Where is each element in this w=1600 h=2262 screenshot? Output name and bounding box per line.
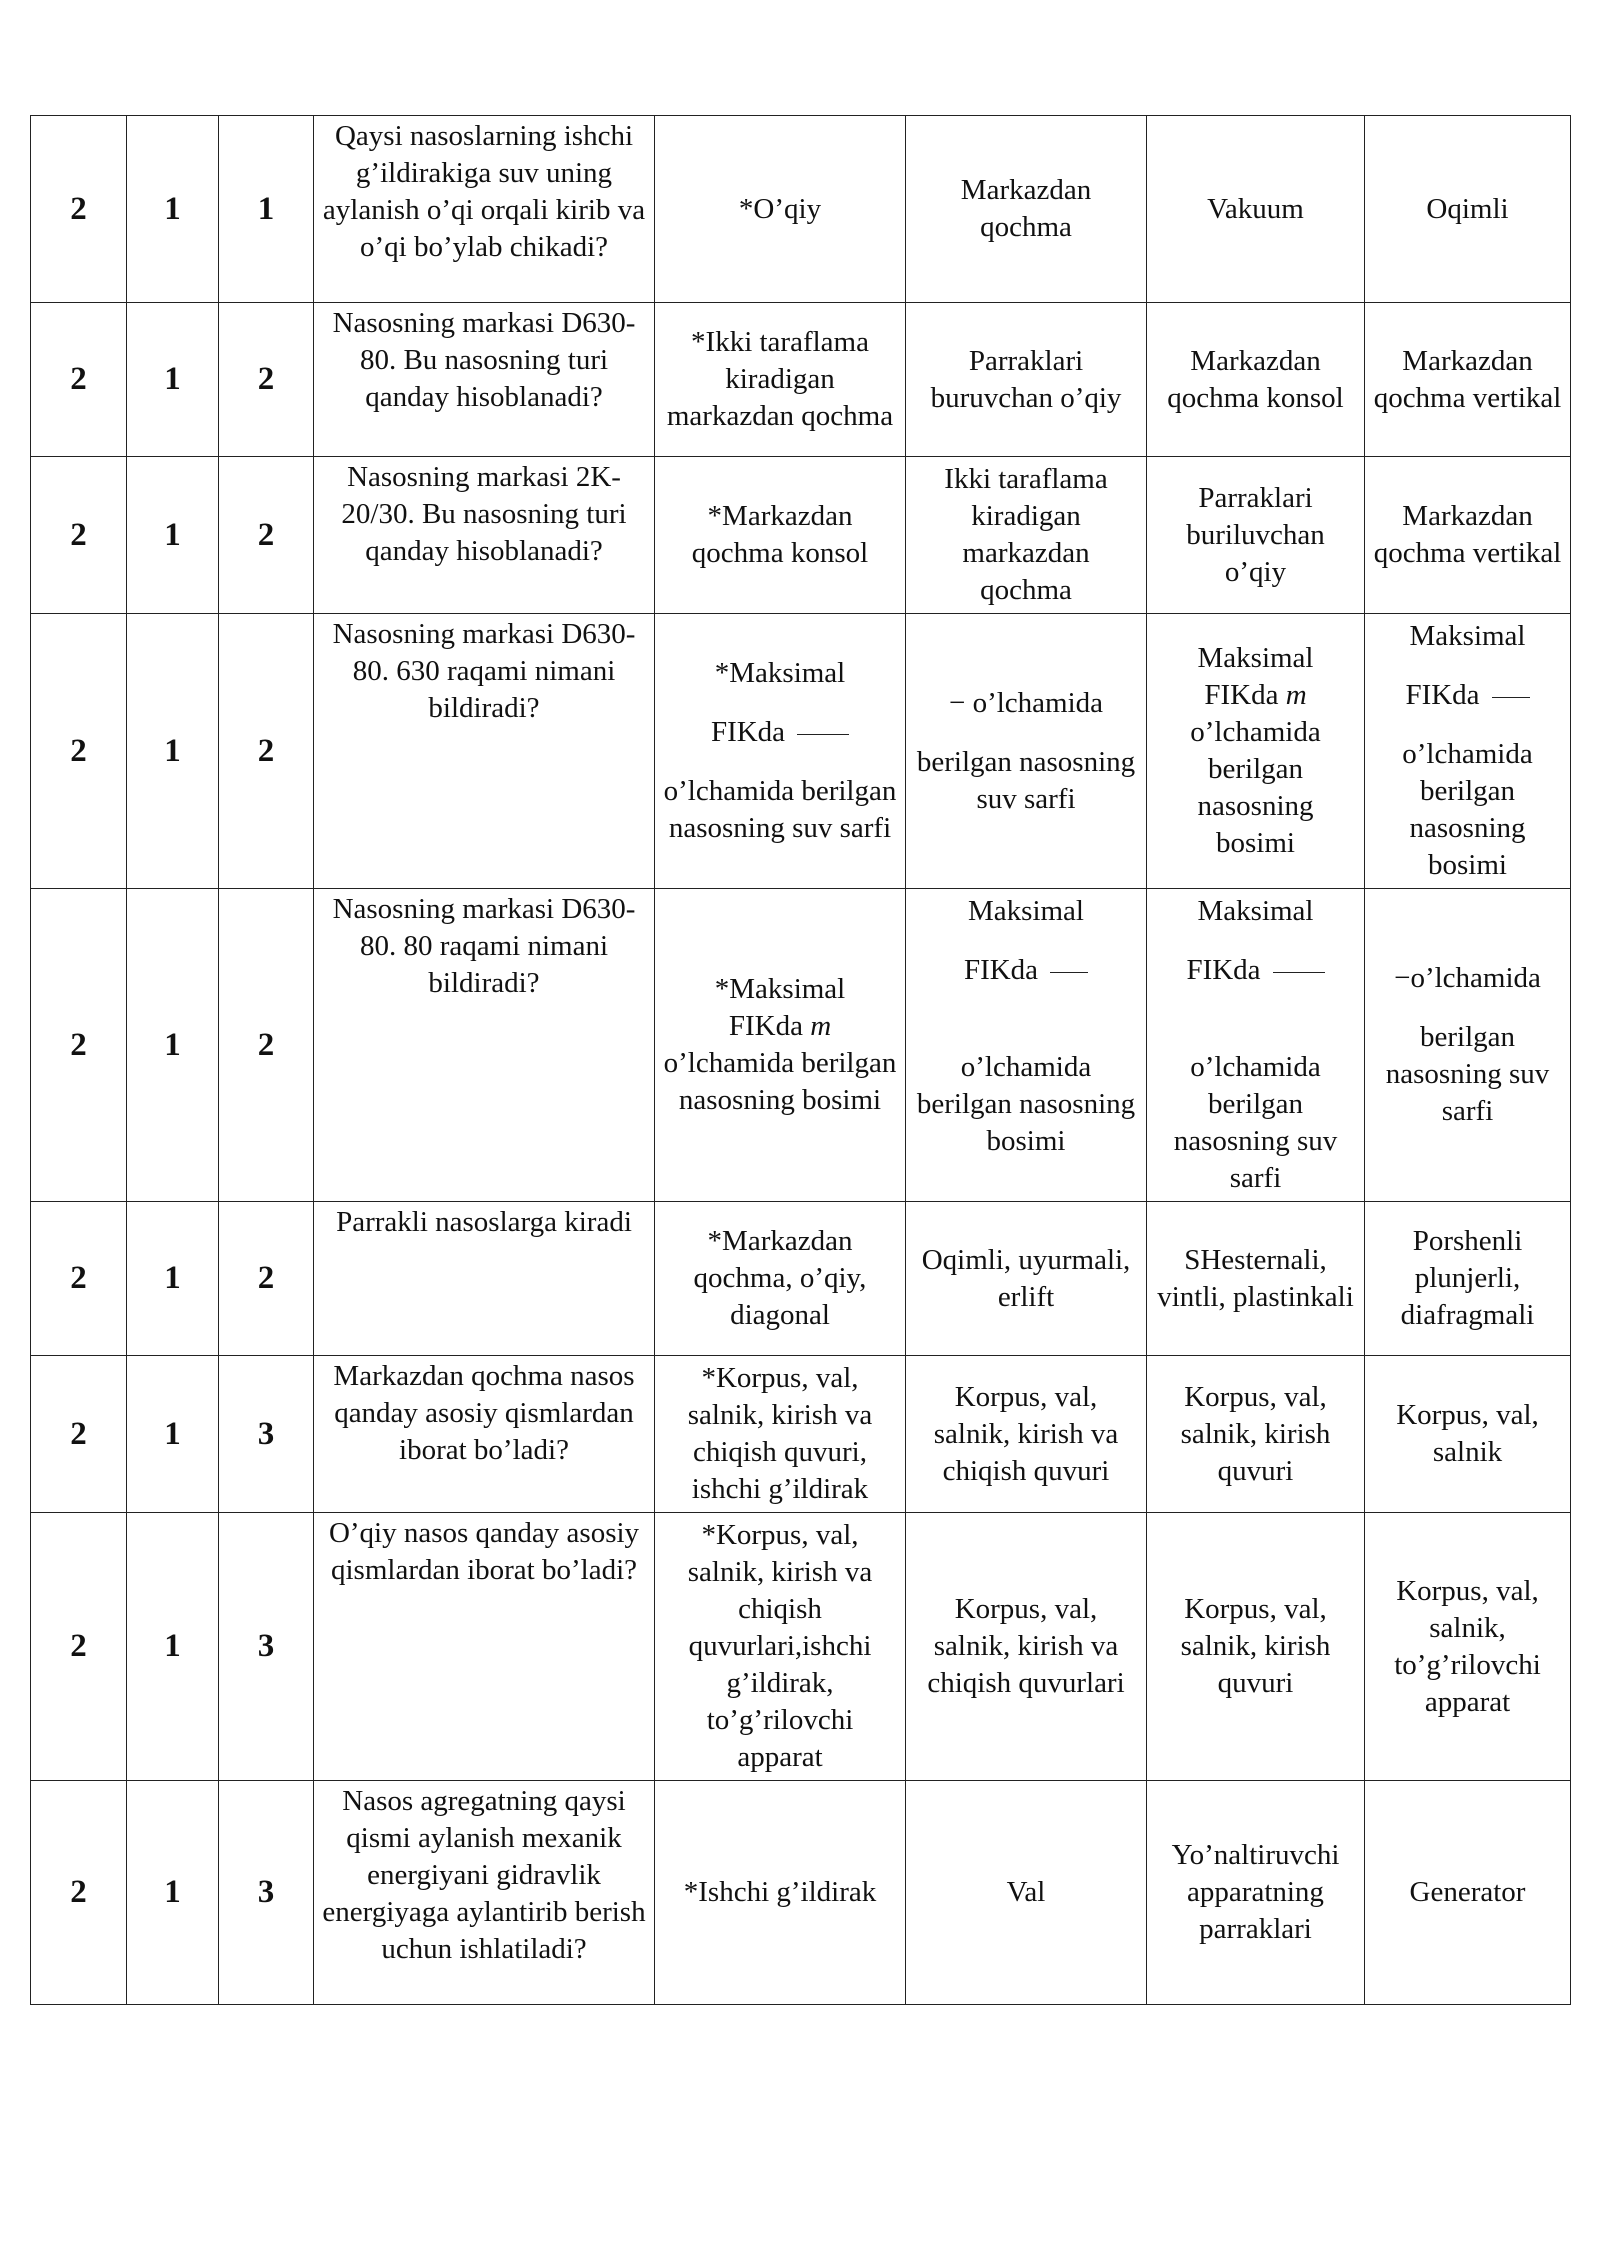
answer-line: − o’lchamida [948, 686, 1104, 719]
table-row [31, 1781, 1571, 2005]
cell-section: 1 [127, 116, 219, 303]
cell-question: Nasosning markasi 2K-20/30. Bu nasosning turi qanday hisoblanadi? [314, 457, 655, 614]
cell-level: 2 [31, 614, 127, 889]
answer-line: o’lchamida berilgan nasosning suv sarfi [1173, 1051, 1338, 1194]
cell-level: 2 [31, 303, 127, 457]
cell-level: 2 [31, 1513, 127, 1781]
table-row [31, 116, 1571, 303]
cell-level: 2 [31, 457, 127, 614]
answer-line: berilgan nasosning suv sarfi [916, 745, 1136, 815]
cell-level: 2 [31, 889, 127, 1202]
questions-table [30, 115, 1571, 2005]
cell-question: O’qiy nasos qanday asosiy qismlardan iborat bo’ladi? [314, 1513, 655, 1781]
cell-answer-c: Korpus, val, salnik, kirish quvuri [1147, 1513, 1365, 1781]
answer-formula-line [1155, 677, 1356, 714]
cell-section: 1 [127, 1356, 219, 1513]
cell-answer-c [1147, 614, 1365, 889]
cell-correct-answer: *O’qiy [655, 116, 906, 303]
answer-line: FIKda [1405, 679, 1480, 711]
answer-line: Maksimal [1409, 620, 1526, 652]
fraction-bar [1273, 972, 1325, 973]
cell-section: 1 [127, 1781, 219, 2005]
cell-level: 2 [31, 1202, 127, 1356]
cell-answer-d: Generator [1365, 1781, 1571, 2005]
cell-question: Qaysi nasoslarning ishchi g’ildirakiga suv uning aylanish o’qi orqali kirib va o’qi bo’ylab chikadi? [314, 116, 655, 303]
answer-line: o’lchamida berilgan nasosning bosimi [1402, 738, 1533, 881]
answer-line: o’lchamida berilgan nasosning bosimi [663, 1047, 897, 1116]
table-row [31, 1513, 1571, 1781]
cell-question: Nasosning markasi D630-80. 80 raqami nimani bildiradi? [314, 889, 655, 1202]
cell-answer-d: Markazdan qochma vertikal [1365, 457, 1571, 614]
cell-difficulty: 3 [219, 1513, 314, 1781]
answer-formula-line [1373, 677, 1562, 714]
cell-difficulty: 2 [219, 303, 314, 457]
answer-line: *Maksimal [714, 973, 846, 1005]
unit-symbol: m [810, 1010, 832, 1042]
cell-correct-answer: *Korpus, val, salnik, kirish va chiqish quvuri, ishchi g’ildirak [655, 1356, 906, 1513]
table-row [31, 1356, 1571, 1513]
answer-line: Maksimal [1197, 895, 1314, 927]
cell-answer-b: Korpus, val, salnik, kirish va chiqish quvurlari [906, 1513, 1147, 1781]
cell-difficulty: 2 [219, 457, 314, 614]
answer-line: −o’lchamida [1394, 962, 1541, 994]
fraction-bar [1492, 697, 1530, 698]
cell-level: 2 [31, 1356, 127, 1513]
cell-difficulty: 2 [219, 889, 314, 1202]
cell-answer-c: Parraklari buriluvchan o’qiy [1147, 457, 1365, 614]
answer-line: FIKda [1186, 954, 1261, 986]
answer-formula-line [663, 1008, 897, 1045]
table-row [31, 1202, 1571, 1356]
cell-answer-c [1147, 889, 1365, 1202]
answer-line: Maksimal [1197, 642, 1314, 674]
cell-section: 1 [127, 457, 219, 614]
cell-answer-c: SHesternali, vintli, plastinkali [1147, 1202, 1365, 1356]
cell-answer-c: Markazdan qochma konsol [1147, 303, 1365, 457]
cell-question: Markazdan qochma nasos qanday asosiy qismlardan iborat bo’ladi? [314, 1356, 655, 1513]
table-row [31, 614, 1571, 889]
cell-question: Nasosning markasi D630-80. Bu nasosning turi qanday hisoblanadi? [314, 303, 655, 457]
cell-answer-d: Korpus, val, salnik, to’g’rilovchi apparat [1365, 1513, 1571, 1781]
cell-difficulty: 3 [219, 1356, 314, 1513]
answer-line: o’lchamida berilgan nasosning bosimi [1190, 716, 1321, 859]
cell-difficulty: 2 [219, 614, 314, 889]
cell-correct-answer: *Markazdan qochma konsol [655, 457, 906, 614]
cell-correct-answer [655, 889, 906, 1202]
answer-line: o’lchamida berilgan nasosning bosimi [916, 1051, 1136, 1157]
cell-answer-d [1365, 889, 1571, 1202]
table-row [31, 457, 1571, 614]
cell-answer-b [906, 889, 1147, 1202]
unit-symbol: m [1285, 679, 1307, 711]
cell-answer-d: Korpus, val, salnik [1365, 1356, 1571, 1513]
cell-question: Nasos agregatning qaysi qismi aylanish mexanik energiyani gidravlik energiyaga aylantirib berish uchun ishlatiladi? [314, 1781, 655, 2005]
cell-answer-b: Oqimli, uyurmali, erlift [906, 1202, 1147, 1356]
answer-line: FIKda [963, 954, 1039, 986]
cell-correct-answer: *Markazdan qochma, o’qiy, diagonal [655, 1202, 906, 1356]
cell-section: 1 [127, 614, 219, 889]
cell-answer-b [906, 614, 1147, 889]
cell-section: 1 [127, 1202, 219, 1356]
answer-line: FIKda [728, 1010, 803, 1042]
answer-line: berilgan nasosning suv sarfi [1385, 1021, 1550, 1127]
answer-line: *Maksimal [714, 657, 846, 689]
cell-section: 1 [127, 303, 219, 457]
cell-answer-c: Yo’naltiruvchi apparatning parraklari [1147, 1781, 1365, 2005]
fraction-bar [1050, 972, 1088, 973]
cell-correct-answer: *Ishchi g’ildirak [655, 1781, 906, 2005]
cell-answer-b: Val [906, 1781, 1147, 2005]
answer-line: Maksimal [968, 895, 1084, 927]
cell-difficulty: 1 [219, 116, 314, 303]
cell-answer-d: Markazdan qochma vertikal [1365, 303, 1571, 457]
answer-line: o’lchamida berilgan nasosning suv sarfi [663, 775, 897, 844]
cell-answer-b: Korpus, val, salnik, kirish va chiqish quvuri [906, 1356, 1147, 1513]
cell-answer-b: Parraklari buruvchan o’qiy [906, 303, 1147, 457]
table-row [31, 889, 1571, 1202]
answer-formula-line [663, 714, 897, 751]
cell-level: 2 [31, 1781, 127, 2005]
cell-question: Parrakli nasoslarga kiradi [314, 1202, 655, 1356]
cell-section: 1 [127, 889, 219, 1202]
cell-answer-d [1365, 614, 1571, 889]
cell-answer-c: Korpus, val, salnik, kirish quvuri [1147, 1356, 1365, 1513]
cell-question: Nasosning markasi D630-80. 630 raqami nimani bildiradi? [314, 614, 655, 889]
table-row [31, 303, 1571, 457]
answer-line: FIKda [710, 716, 786, 748]
cell-correct-answer: *Ikki taraflama kiradigan markazdan qochma [655, 303, 906, 457]
answer-formula-line [1155, 952, 1356, 989]
cell-difficulty: 2 [219, 1202, 314, 1356]
cell-level: 2 [31, 116, 127, 303]
fraction-bar [797, 734, 849, 735]
cell-answer-d: Oqimli [1365, 116, 1571, 303]
answer-formula-line [914, 952, 1138, 989]
cell-correct-answer [655, 614, 906, 889]
cell-difficulty: 3 [219, 1781, 314, 2005]
cell-section: 1 [127, 1513, 219, 1781]
cell-correct-answer: *Korpus, val, salnik, kirish va chiqish quvurlari,ishchi g’ildirak, to’g’rilovchi apparat [655, 1513, 906, 1781]
answer-line: FIKda [1204, 679, 1279, 711]
cell-answer-b: Ikki taraflama kiradigan markazdan qochma [906, 457, 1147, 614]
cell-answer-c: Vakuum [1147, 116, 1365, 303]
cell-answer-b: Markazdan qochma [906, 116, 1147, 303]
cell-answer-d: Porshenli plunjerli, diafragmali [1365, 1202, 1571, 1356]
